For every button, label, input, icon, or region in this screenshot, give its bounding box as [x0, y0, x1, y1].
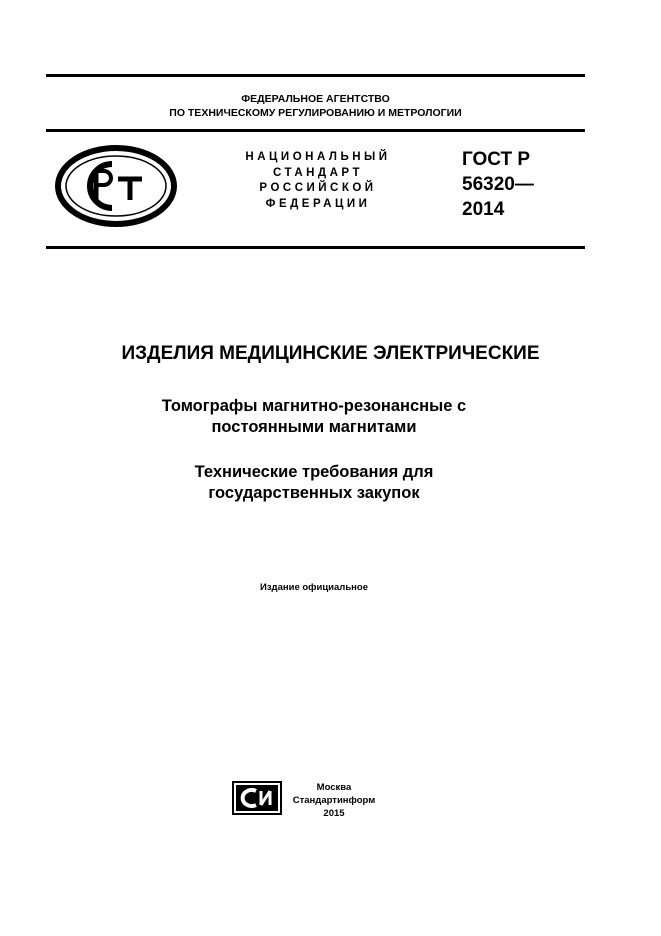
top-rule [46, 74, 585, 77]
agency-name [46, 92, 585, 120]
national-standard-label [228, 150, 408, 212]
natstd-line-4: ФЕДЕРАЦИИ [265, 197, 371, 210]
designation-line-2: 56320— [462, 174, 534, 195]
publisher-block [286, 781, 382, 820]
designation-line-3: 2014 [462, 199, 505, 220]
subtitle2-line-1: Технические требования для [194, 463, 434, 481]
agency-line-1: ФЕДЕРАЛЬНОЕ АГЕНТСТВО [241, 93, 390, 105]
subtitle-line-2: постоянными магнитами [211, 418, 417, 436]
natstd-line-3: РОССИЙСКОЙ [259, 182, 377, 194]
document-title: ИЗДЕЛИЯ МЕДИЦИНСКИЕ ЭЛЕКТРИЧЕСКИЕ [121, 343, 540, 364]
standartinform-logo-text: СИ [232, 781, 234, 782]
rst-logo-text: РСТ [54, 144, 56, 145]
subtitle2-line-2: государственных закупок [208, 484, 420, 502]
subtitle-line-1: Томографы магнитно-резонансные с [161, 397, 467, 415]
publisher-year: 2015 [323, 808, 345, 819]
document-subtitle [0, 396, 628, 438]
publisher-name: Стандартинформ [292, 795, 376, 806]
standard-designation [462, 147, 534, 222]
natstd-line-2: СТАНДАРТ [273, 166, 363, 179]
natstd-line-1: НАЦИОНАЛЬНЫЙ [245, 151, 391, 163]
rst-logo-icon [54, 144, 178, 228]
document-subtitle-2 [0, 462, 628, 504]
header-rule-top [46, 129, 585, 132]
publisher-city: Москва [316, 782, 352, 793]
header-rule-bottom [46, 246, 585, 249]
standartinform-logo-icon [232, 781, 282, 815]
agency-line-2: ПО ТЕХНИЧЕСКОМУ РЕГУЛИРОВАНИЮ И МЕТРОЛОГИИ [169, 107, 462, 119]
edition-label: Издание официальное [260, 582, 368, 593]
designation-line-1: ГОСТ Р [462, 149, 531, 170]
